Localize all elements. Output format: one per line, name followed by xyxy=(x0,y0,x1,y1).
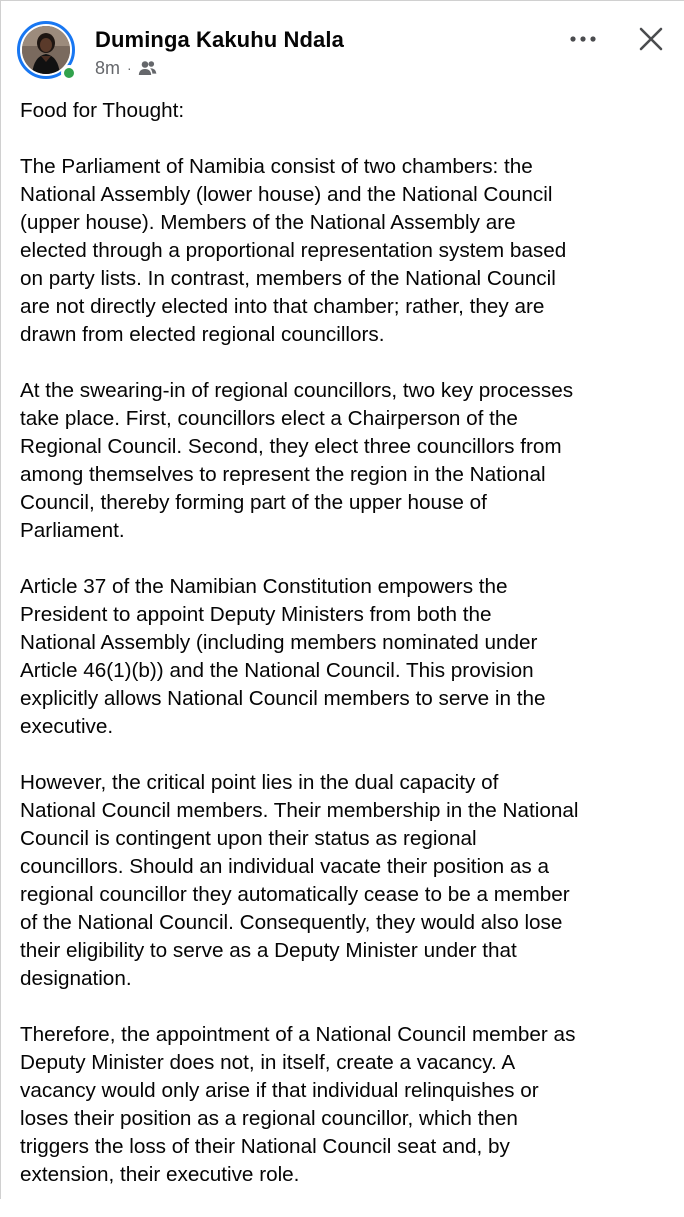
online-status-dot xyxy=(61,65,77,81)
post-paragraph-4: Article 37 of the Namibian Constitution empowers the President to appoint Deputy Ministers from both the National Assembly (including members nominated under Article 46(1)(b)) and the National Council. This provision explicitly allows National Council members to serve in the executive. xyxy=(20,575,546,738)
post-header xyxy=(1,1,684,93)
close-icon xyxy=(638,26,664,52)
more-horizontal-icon xyxy=(569,35,597,43)
post-body xyxy=(20,97,670,1217)
post-paragraph-3: At the swearing-in of regional councillors, two key processes take place. First, councillors elect a Chairperson of the Regional Council. Second, they elect three councillors from among themselves to represent the region in the National Council, thereby forming part of the upper house of Parliament. xyxy=(20,379,574,542)
avatar[interactable] xyxy=(17,21,79,83)
post-meta xyxy=(95,57,157,79)
meta-separator: · xyxy=(127,60,132,76)
timestamp[interactable]: 8m xyxy=(95,57,121,78)
post-paragraph-1: Food for Thought: xyxy=(20,99,185,122)
author-name[interactable]: Duminga Kakuhu Ndala xyxy=(95,27,344,52)
close-button[interactable] xyxy=(631,19,671,59)
friends-icon[interactable] xyxy=(138,60,157,76)
post-paragraph-5: However, the critical point lies in the dual capacity of National Council members. Their membership in the National Council is contingent upon their status as regional councillors. Should an individual vacate their position as a regional councillor they automatically cease to be a member of the National Council. Consequently, they would also lose their eligibility to serve as a Deputy Minister under that designation. xyxy=(20,771,579,990)
post-paragraph-6: Therefore, the appointment of a National Council member as Deputy Minister does not, in itself, create a vacancy. A vacancy would only arise if that individual relinquishes or loses their position as a regional councillor, which then triggers the loss of their National Council seat and, by extension, their executive role. xyxy=(20,1023,576,1186)
post-paragraph-2: The Parliament of Namibia consist of two chambers: the National Assembly (lower house) and the National Council (upper house). Members of the National Assembly are elected through a proportional representation system based on party lists. In contrast, members of the National Council are not directly elected into that chamber; rather, they are drawn from elected regional councillors. xyxy=(20,155,567,346)
more-options-button[interactable] xyxy=(563,23,603,55)
